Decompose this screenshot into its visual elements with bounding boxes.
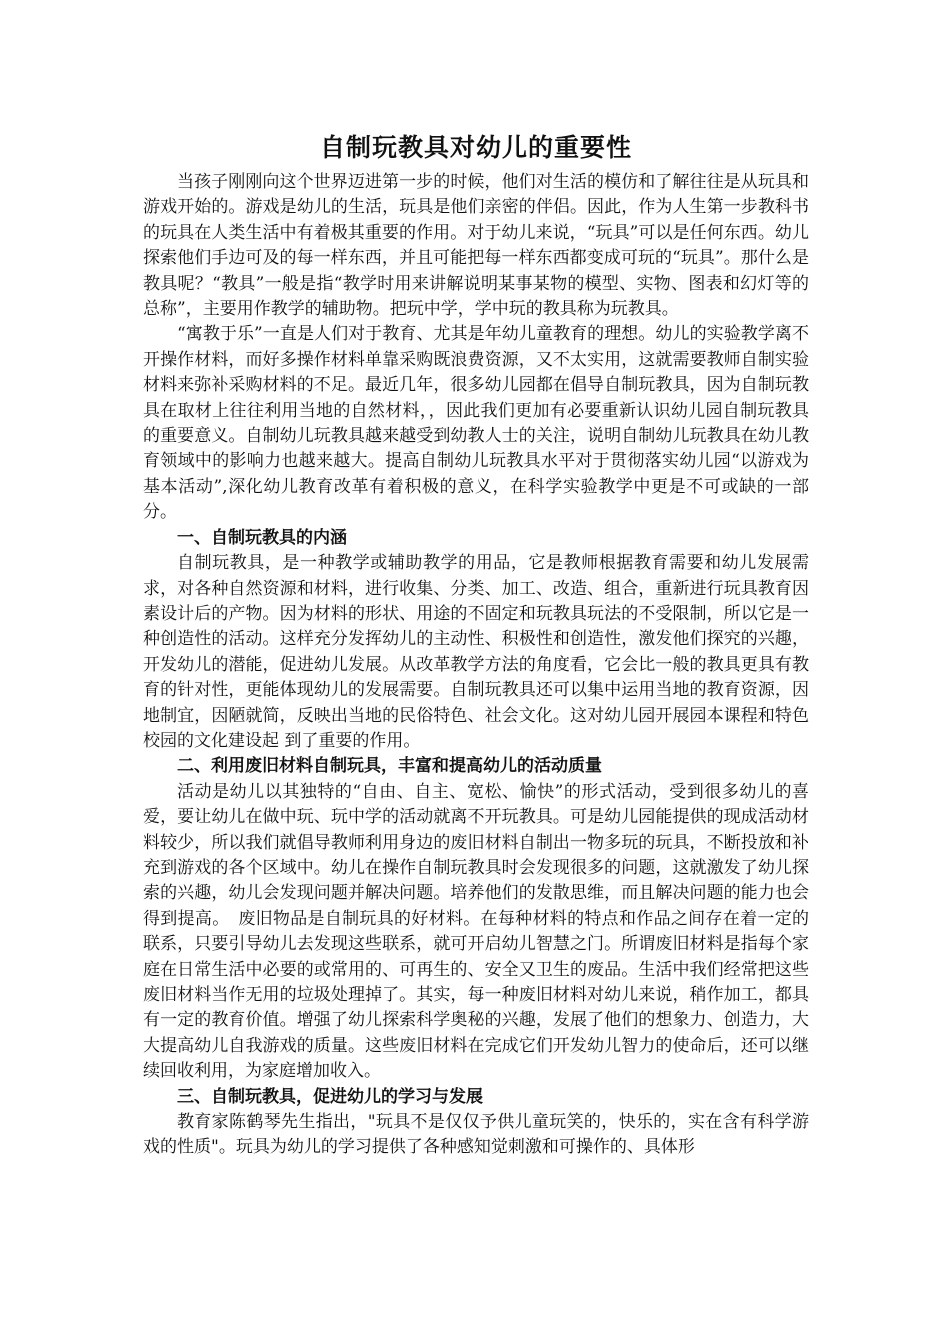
paragraph-section-1: 自制玩教具，是一种教学或辅助教学的用品，它是教师根据教育需要和幼儿发展需求，对各种自然资源和材料，进行收集、分类、加工、改造、组合，重新进行玩具教育因素设计后的产物。因为材料的形状、用途的不固定和玩教具玩法的不受限制，所以它是一种创造性的活动。这样充分发挥幼儿的主动性、积极性和创造性，激发他们探究的兴趣，开发幼儿的潜能，促进幼儿发展。从改革教学方法的角度看，它会比一般的教具更具有教育的针对性，更能体现幼儿的发展需要。自制玩教具还可以集中运用当地的教育资源，因地制宜，因陋就简，反映出当地的民俗特色、社会文化。这对幼儿园开展园本课程和特色校园的文化建设起 到了重要的作用。	[143, 553, 809, 751]
section-heading-3: 三、自制玩教具，促进幼儿的学习与发展	[177, 1086, 483, 1107]
section-heading-1: 一、自制玩教具的内涵	[177, 527, 347, 548]
paragraph-education-through-play: “寓教于乐”一直是人们对于教育、尤其是年幼儿童教育的理想。幼儿的实验教学离不开操作材料，而好多操作材料单靠采购既浪费资源，又不太实用，这就需要教师自制实验材料来弥补采购材料的不足。最近几年，很多幼儿园都在倡导自制玩教具，因为自制玩教具在取材上往往利用当地的自然材料，，因此我们更加有必要重新认识幼儿园自制玩教具的重要意义。自制幼儿玩教具越来越受到幼教人士的关注，说明自制幼儿玩教具在幼儿教育领域中的影响力也越来越大。提高自制幼儿玩教具水平对于贯彻落实幼儿园“以游戏为基本活动”,深化幼儿教育改革有着积极的意义，在科学实验教学中更是不可或缺的一部分。	[143, 324, 809, 523]
paragraph-section-3: 教育家陈鹤琴先生指出，"玩具不是仅仅予供儿童玩笑的，快乐的，实在含有科学游戏的性质"。玩具为幼儿的学习提供了各种感知觉刺激和可操作的、具体形	[143, 1112, 809, 1158]
paragraph-section-2: 活动是幼儿以其独特的“自由、自主、宽松、愉快”的形式活动，受到很多幼儿的喜爱，要让幼儿在做中玩、玩中学的活动就离不开玩教具。可是幼儿园能提供的现成活动材料较少，所以我们就倡导教师利用身边的废旧材料自制出一物多玩的玩具，不断投放和补充到游戏的各个区域中。幼儿在操作自制玩教具时会发现很多的问题，这就激发了幼儿探索的兴趣，幼儿会发现问题并解决问题。培养他们的发散思维，而且解决问题的能力也会得到提高。 废旧物品是自制玩具的好材料。在每种材料的特点和作品之间存在着一定的联系，只要引导幼儿去发现这些联系，就可开启幼儿智慧之门。所谓废旧材料是指每个家庭在日常生活中必要的或常用的、可再生的、安全又卫生的废品。生活中我们经常把这些废旧材料当作无用的垃圾处理掉了。其实，每一种废旧材料对幼儿来说，稍作加工，都具有一定的教育价值。增强了幼儿探索科学奥秘的兴趣，发展了他们的想象力、创造力，大大提高幼儿自我游戏的质量。这些废旧材料在完成它们开发幼儿智力的使命后，还可以继续回收利用，为家庭增加收入。	[143, 781, 809, 1082]
document-title: 自制玩教具对幼儿的重要性	[319, 133, 632, 162]
paragraph-intro: 当孩子刚刚向这个世界迈进第一步的时候，他们对生活的模仿和了解往往是从玩具和游戏开始的。游戏是幼儿的生活，玩具是他们亲密的伴侣。因此，作为人生第一步教科书的玩具在人类生活中有着极其重要的作用。对于幼儿来说，“玩具”可以是任何东西。幼儿探索他们手边可及的每一样东西，并且可能把每一样东西都变成可玩的“玩具”。那什么是教具呢？“教具”一般是指“教学时用来讲解说明某事某物的模型、实物、图表和幻灯等的总称”，主要用作教学的辅助物。把玩中学，学中玩的教具称为玩教具。	[143, 172, 809, 320]
section-heading-2: 二、利用废旧材料自制玩具，丰富和提高幼儿的活动质量	[177, 756, 602, 777]
document-page	[143, 128, 809, 1161]
